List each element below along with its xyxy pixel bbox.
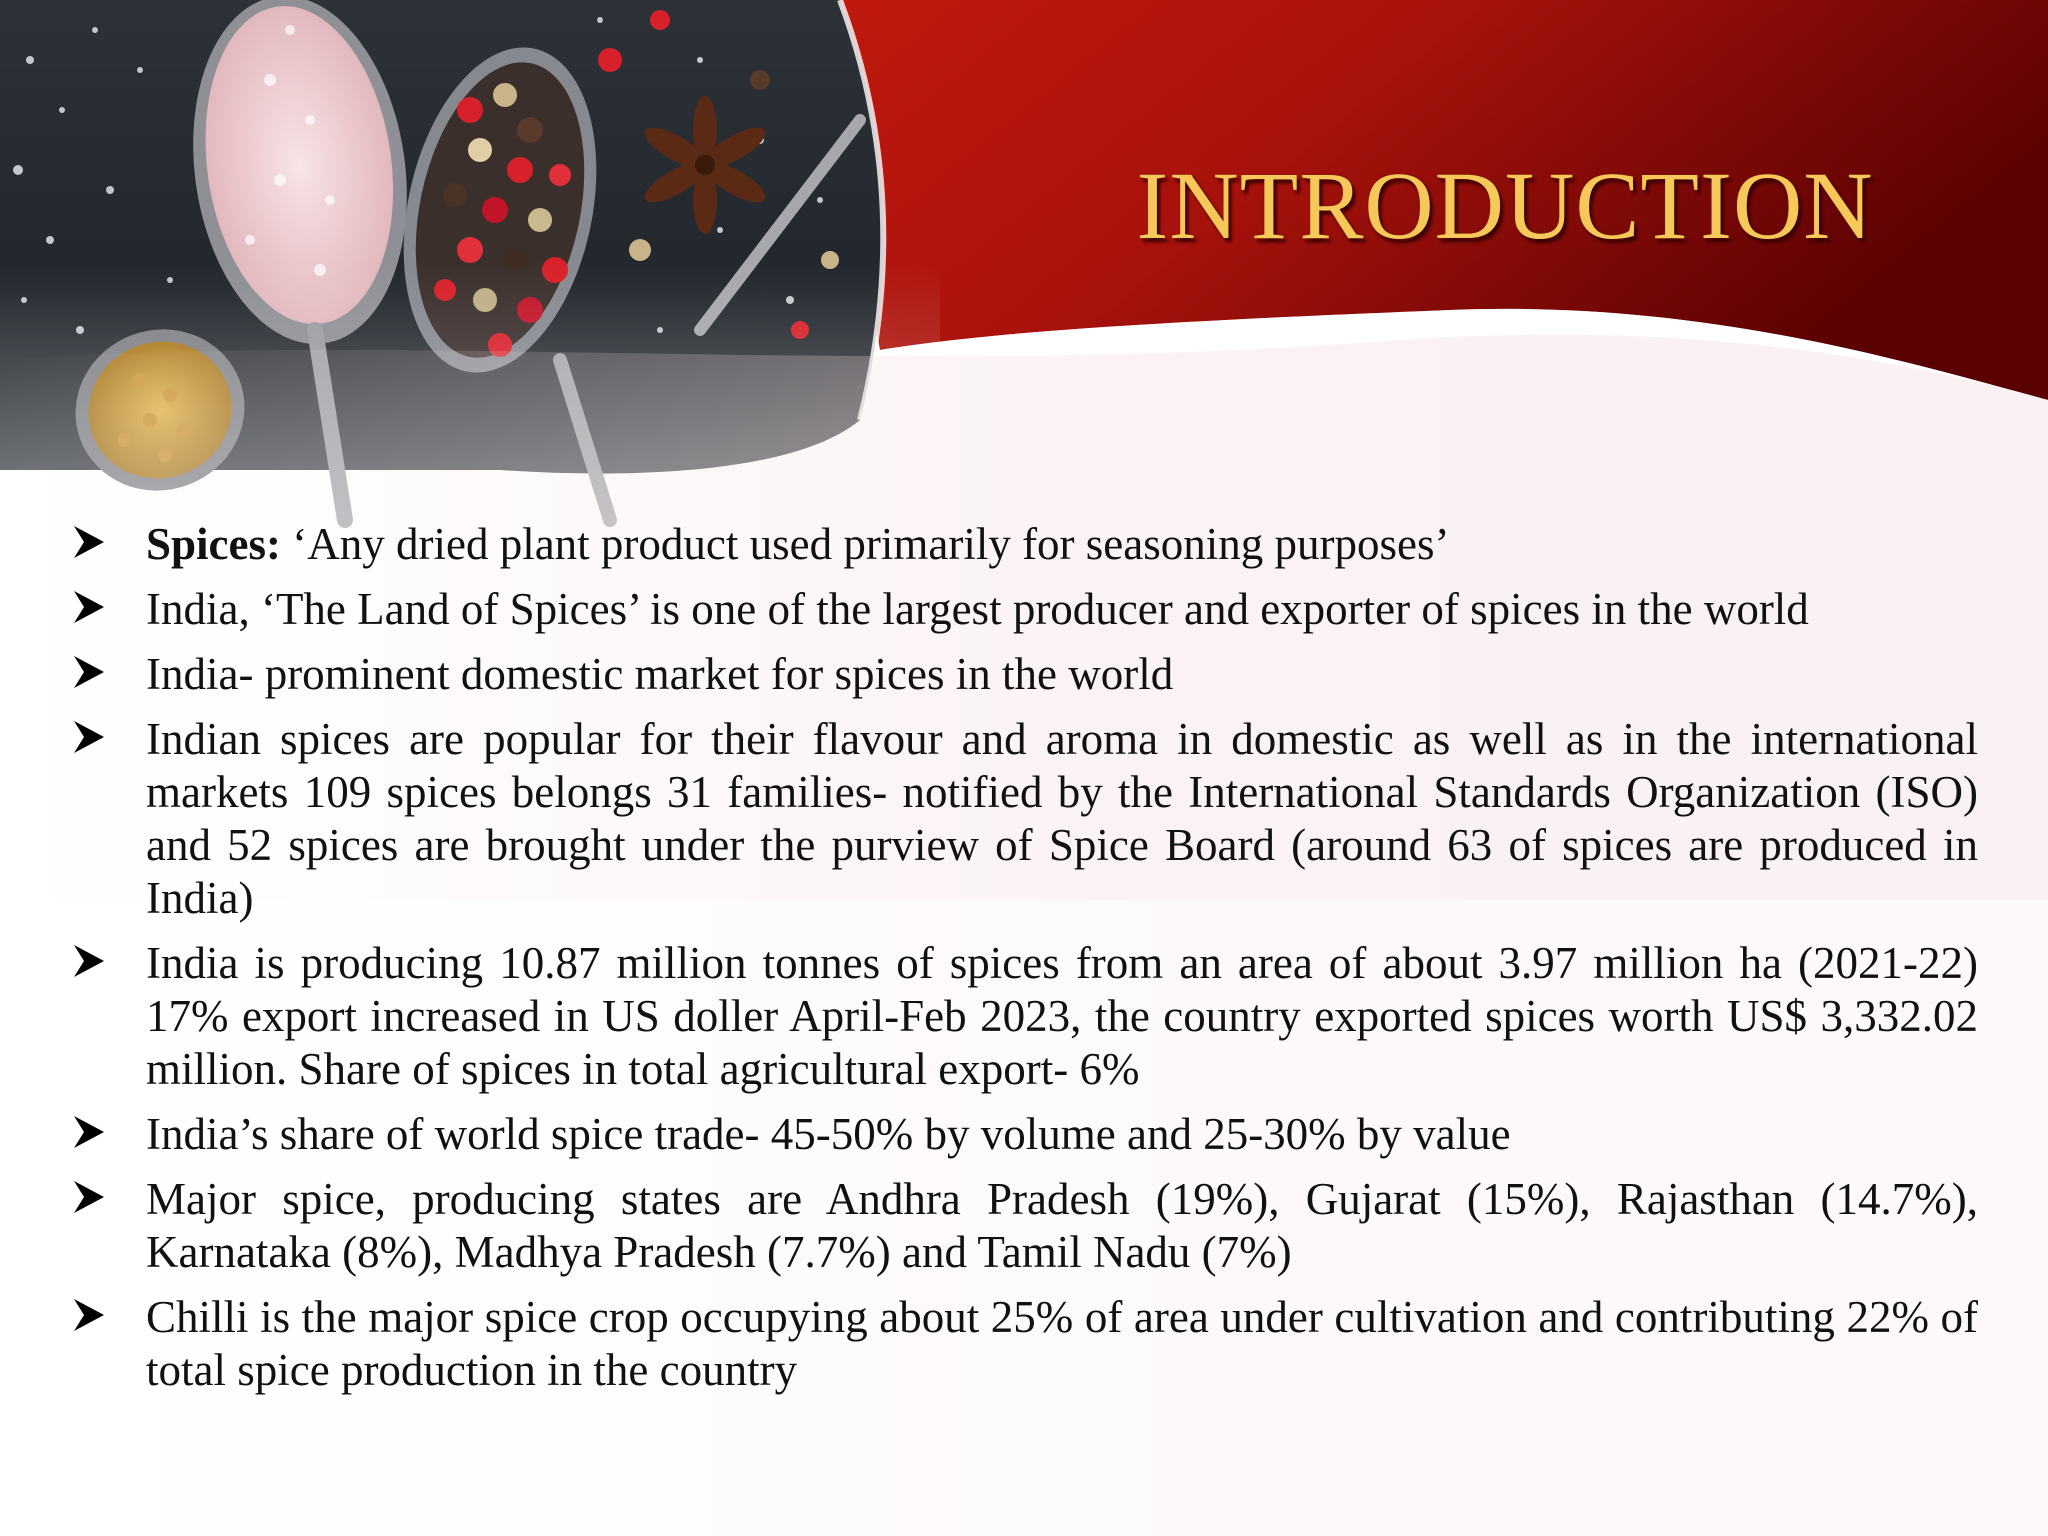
bullet-item-spices-definition bbox=[72, 518, 1978, 571]
bullet-text: India’s share of world spice trade- 45-50% by volume and 25-30% by value bbox=[146, 1109, 1511, 1159]
bullet-lead: Spices: bbox=[146, 519, 281, 569]
bullet-arrow-icon bbox=[72, 943, 106, 979]
bullet-item-land-of-spices bbox=[72, 583, 1978, 636]
bullet-item-production bbox=[72, 937, 1978, 1096]
bullet-item-world-share bbox=[72, 1108, 1978, 1161]
bullet-arrow-icon bbox=[72, 589, 106, 625]
bullet-text: India- prominent domestic market for spices in the world bbox=[146, 649, 1174, 699]
bullet-item-popularity bbox=[72, 713, 1978, 925]
bullet-item-domestic-market bbox=[72, 648, 1978, 701]
bullet-arrow-icon bbox=[72, 654, 106, 690]
bullet-text: Chilli is the major spice crop occupying about 25% of area under cultivation and contributing 22% of total spice production in the country bbox=[146, 1292, 1978, 1395]
bullet-arrow-icon bbox=[72, 1114, 106, 1150]
bullet-arrow-icon bbox=[72, 524, 106, 560]
bullet-text: Indian spices are popular for their flavour and aroma in domestic as well as in the international markets 109 spices belongs 31 families- notified by the International Standards Organization (ISO) and 52 spices are brought under the purview of Spice Board (around 63 of spices are produced in India) bbox=[146, 714, 1978, 923]
bullet-text: India is producing 10.87 million tonnes of spices from an area of about 3.97 million ha (2021-22) 17% export increased in US doller April-Feb 2023, the country exported spices worth US$ 3,332.02 million. Share of spices in total agricultural export- 6% bbox=[146, 938, 1978, 1094]
bullet-arrow-icon bbox=[72, 719, 106, 755]
slide-title: INTRODUCTION bbox=[1136, 152, 1874, 259]
bullet-text: India, ‘The Land of Spices’ is one of the largest producer and exporter of spices in the world bbox=[146, 584, 1809, 634]
bullet-text: Major spice, producing states are Andhra Pradesh (19%), Gujarat (15%), Rajasthan (14.7%), Karnataka (8%), Madhya Pradesh (7.7%) and Tamil Nadu (7%) bbox=[146, 1174, 1978, 1277]
bullet-arrow-icon bbox=[72, 1179, 106, 1215]
bullet-arrow-icon bbox=[72, 1297, 106, 1333]
bullet-item-producing-states bbox=[72, 1173, 1978, 1279]
bullet-text: ‘Any dried plant product used primarily for seasoning purposes’ bbox=[281, 519, 1450, 569]
bullet-item-chilli bbox=[72, 1291, 1978, 1397]
bullet-list bbox=[72, 518, 1978, 1409]
